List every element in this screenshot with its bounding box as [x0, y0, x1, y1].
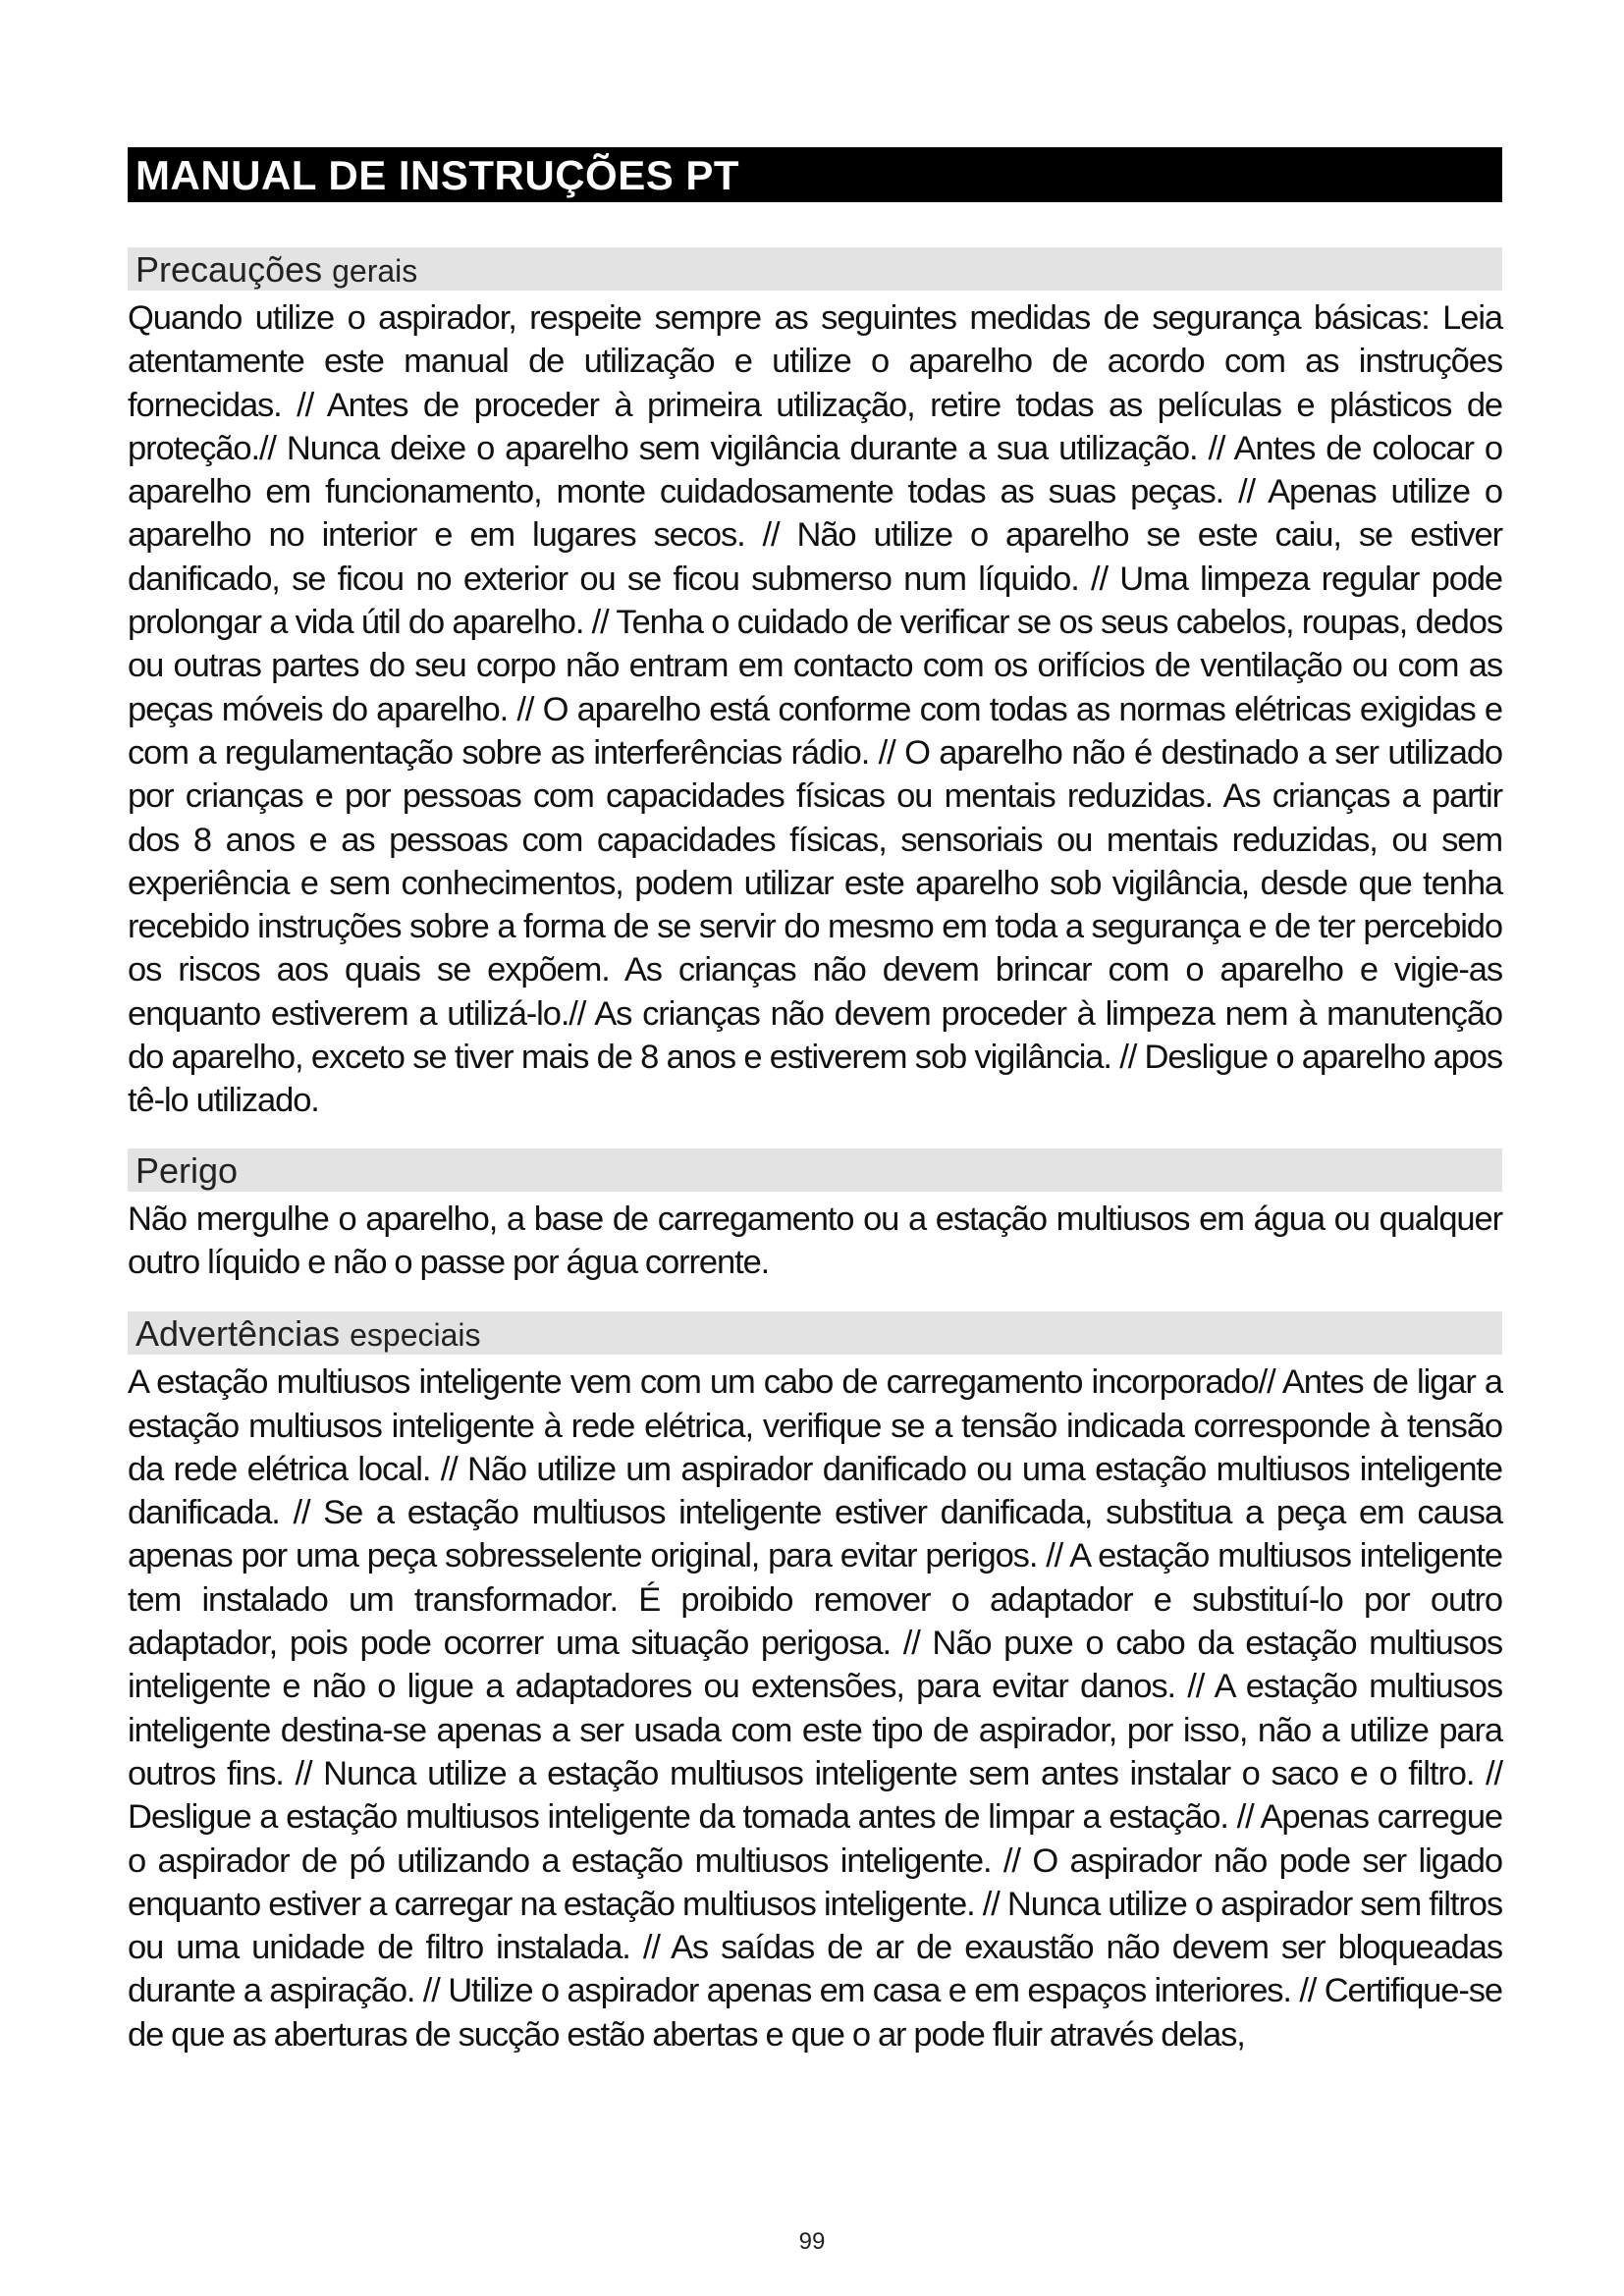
section-header — [128, 247, 1502, 291]
section-body: Quando utilize o aspirador, respeite sempre as seguintes medidas de segurança básicas: Leia atentamente este manual de utilização e utilize o aparelho de acordo com as instruções fornecidas. // Antes de proceder à primeira utilização, retire todas as películas e plásticos de proteção.// Nunca deixe o aparelho sem vigilância durante a sua utilização. // Antes de colocar o aparelho em funcionamento, monte cuidadosamente todas as suas peças. // Apenas utilize o aparelho no interior e em lugares secos. // Não utilize o aparelho se este caiu, se estiver danificado, se ficou no exterior ou se ficou submerso num líquido. // Uma limpeza regular pode prolongar a vida útil do aparelho. // Tenha o cuidado de verificar se os seus cabelos, roupas, dedos ou outras partes do seu corpo não entram em contacto com os orifícios de ventilação ou com as peças móveis do aparelho. // O aparelho está conforme com todas as normas elétricas exigidas e com a regulamentação sobre as interferências rádio. // O aparelho não é destinado a ser utilizado por crianças e por pessoas com capacidades físicas ou mentais reduzidas. As crianças a partir dos 8 anos e as pessoas com capacidades físicas, sensoriais ou mentais reduzidas, ou sem experiência e sem conhecimentos, podem utilizar este aparelho sob vigilância, desde que tenha recebido instruções sobre a forma de se servir do mesmo em toda a segurança e de ter percebido os riscos aos quais se expõem. As crianças não devem brincar com o aparelho e vigie-as enquanto estiverem a utilizá-lo.// As crianças não devem proceder à limpeza nem à manutenção do aparelho, exceto se tiver mais de 8 anos e estiverem sob vigilância. // Desligue o aparelho apos tê-lo utilizado. — [128, 299, 1502, 1120]
page-number: 99 — [798, 2228, 826, 2255]
section-header — [128, 1148, 1502, 1192]
section-general-precautions — [128, 247, 1502, 1123]
section-title-sub: gerais — [332, 253, 418, 289]
section-body: Não mergulhe o aparelho, a base de carregamento ou a estação multiusos em água ou qualquer outro líquido e não o passe por água corrente. — [128, 1200, 1502, 1281]
section-title-sub: especiais — [350, 1317, 481, 1354]
section-special-warnings — [128, 1311, 1502, 2056]
section-title-main: Precauções — [135, 249, 323, 290]
section-body: A estação multiusos inteligente vem com um cabo de carregamento incorporado// Antes de ligar a estação multiusos inteligente à rede elétrica, verifique se a tensão indicada corresponde à tensão da rede elétrica local. // Não utilize um aspirador danificado ou uma estação multiusos inteligente danificada. // Se a estação multiusos inteligente estiver danificada, substitua a peça em causa apenas por uma peça sobresselente original, para evitar perigos. // A estação multiusos inteligente tem instalado um transformador. É proibido remover o adaptador e substituí-lo por outro adaptador, pois pode ocorrer uma situação perigosa. // Não puxe o cabo da estação multiusos inteligente e não o ligue a adaptadores ou extensões, para evitar danos. // A estação multiusos inteligente destina-se apenas a ser usada com este tipo de aspirador, por isso, não a utilize para outros fins. // Nunca utilize a estação multiusos inteligente sem antes instalar o saco e o filtro. // Desligue a estação multiusos inteligente da tomada antes de limpar a estação. // Apenas carregue o aspirador de pó utilizando a estação multiusos inteligente. // O aspirador não pode ser ligado enquanto estiver a carregar na estação multiusos inteligente. // Nunca utilize o aspirador sem filtros ou uma unidade de filtro instalada. // As saídas de ar de exaustão não devem ser bloqueadas durante a aspiração. // Utilize o aspirador apenas em casa e em espaços interiores. // Certifique-se de que as aberturas de sucção estão abertas e que o ar pode fluir através delas, — [128, 1363, 1502, 2054]
section-header — [128, 1311, 1502, 1355]
section-title-main: Advertências — [135, 1313, 341, 1355]
manual-title: MANUAL DE INSTRUÇÕES PT — [128, 147, 1502, 202]
section-danger — [128, 1148, 1502, 1285]
section-title-main: Perigo — [135, 1149, 239, 1191]
manual-page — [128, 147, 1502, 2056]
